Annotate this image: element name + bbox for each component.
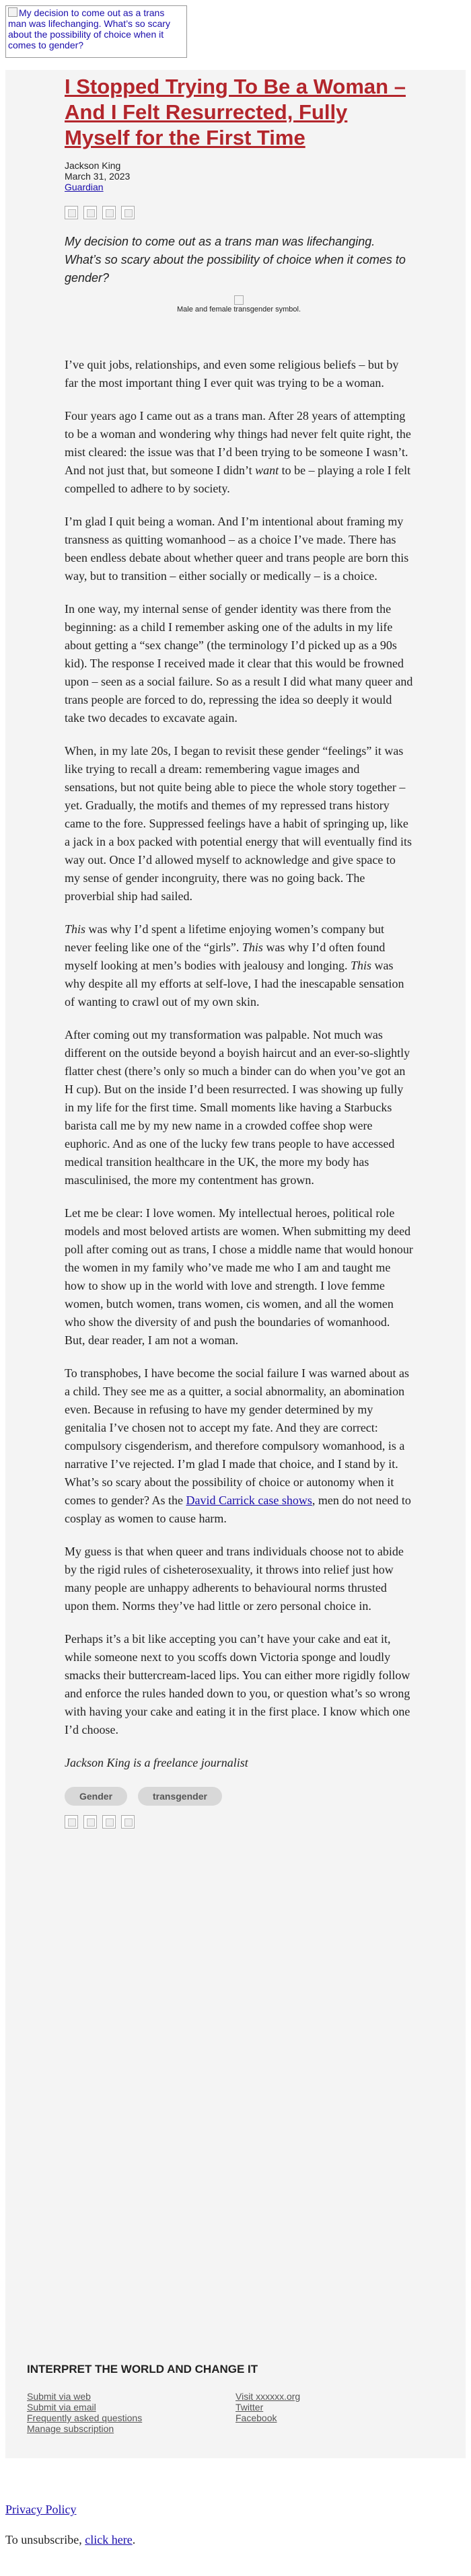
privacy-row — [5, 2503, 77, 2517]
share-icon-1[interactable] — [65, 206, 78, 219]
article-title[interactable]: I Stopped Trying To Be a Woman – And I Felt Resurrected, Fully Myself for the First Time — [65, 75, 406, 149]
paragraph: Perhaps it’s a bit like accepting you can’t have your cake and eat it, while someone next to you scoffs down Victoria sponge and loudly smacks their buttercream-laced lips. You can either more rigidly follow and enforce the rules handed down to you, or question what’s so wrong with having your cake and eating it in the first place. I know which one I’d choose. — [65, 1632, 410, 1736]
article-panel — [5, 70, 466, 2458]
paragraph: My guess is that when queer and trans individuals choose not to abide by the rigid rules of cisheterosexuality, it throws into relief just how many people are unhappy adherents to behavioural norms thrusted upon them. Norms they’ve had little or zero personal choice in. — [65, 1545, 404, 1613]
share-icon-1[interactable] — [65, 1815, 78, 1829]
submit-web-link[interactable]: Submit via web — [27, 2391, 91, 2402]
twitter-link[interactable]: Twitter — [236, 2402, 264, 2413]
paragraph-text: Four years ago I came out as a trans man. After 28 years of attempting to be a woman and wondering why things had never felt quite right, the mist cleared: the issue was that I’d been trying to be someone I wasn’t. And not just that, but someone I didn’t — [65, 409, 411, 477]
paragraph-text: to be – playing a role I felt compelled to adhere to by society. — [65, 464, 411, 495]
author-note-text: Jackson King is a freelance journalist — [65, 1756, 248, 1769]
paragraph-text: , men do not need to cosplay as women to cause harm. — [65, 1494, 411, 1525]
visit-site-link[interactable]: Visit xxxxxx.org — [236, 2391, 301, 2402]
unsubscribe-row — [5, 2533, 135, 2547]
image-caption-block — [65, 295, 413, 314]
manage-subscription-link[interactable]: Manage subscription — [27, 2423, 114, 2434]
footer-right-column — [236, 2391, 444, 2434]
image-caption: Male and female transgender symbol. — [176, 305, 301, 314]
standfirst: My decision to come out as a trans man was lifechanging. What’s so scary about the possibility of choice when it comes to gender? — [65, 235, 406, 285]
footer-inner — [27, 2363, 444, 2434]
hero-image[interactable] — [5, 5, 187, 58]
share-icon-2[interactable] — [83, 1815, 97, 1829]
broken-image-icon — [234, 295, 244, 305]
publish-date: March 31, 2023 — [65, 171, 131, 182]
share-icon-3[interactable] — [102, 206, 116, 219]
hero-image-alt: My decision to come out as a trans man was lifechanging. What’s so scary about the possibility of choice when it comes to gender? — [8, 7, 170, 50]
share-icon-4[interactable] — [121, 206, 135, 219]
article — [65, 70, 413, 1829]
submit-email-link[interactable]: Submit via email — [27, 2402, 96, 2413]
paragraph — [65, 407, 413, 498]
footer-columns — [27, 2391, 444, 2434]
emphasis: This — [65, 922, 86, 936]
facebook-link[interactable]: Facebook — [236, 2413, 277, 2423]
share-bar-bottom — [65, 1815, 413, 1829]
article-body — [65, 356, 413, 1772]
faq-link[interactable]: Frequently asked questions — [27, 2413, 143, 2423]
unsubscribe-text: To unsubscribe, — [5, 2533, 85, 2546]
paragraph: When, in my late 20s, I began to revisit these gender “feelings” it was like trying to recall a dream: remembering vague images and sensations, but not quite being able to piece the whole story together – yet. Gradually, the motifs and themes of my repressed trans history came to the fore. Suppressed feelings have a habit of springing up, like a jack in a box packed with potential energy that will eventually find its way out. Once I’d allowed myself to acknowledge and give space to my sense of gender incongruity, there was no going back. The proverbial ship had sailed. — [65, 744, 412, 903]
share-icon-3[interactable] — [102, 1815, 116, 1829]
paragraph: In one way, my internal sense of gender identity was there from the beginning: as a child I remember asking one of the adults in my life about getting a “sex change” (the terminology I’d picked up as a 90s kid). The response I received made it clear that this would be frowned upon – seen as a social failure. So as a result I did what many queer and trans people are forced to do, repressing the idea so deeply it would take two decades to excavate again. — [65, 602, 413, 725]
author-note — [65, 1754, 413, 1772]
tag-list — [65, 1787, 413, 1806]
tag-gender[interactable]: Gender — [65, 1787, 127, 1806]
emphasis: want — [255, 464, 279, 477]
paragraph-text: To transphobes, I have become the social failure I was warned about as a child. They see me as a quitter, a social abnormality, an abomination even. Because in refusing to have my gender determined by my genitalia I’ve chosen not to accept my fate. And they are correct: compulsory cisgenderism, and therefore compulsory womanhood, is a narrative I’ve rejected. I’m glad I made that choice, and I stand by it. What’s so scary about the possibility of choice or autonomy when it comes to gender? As the — [65, 1366, 410, 1507]
emphasis: This — [242, 941, 263, 954]
paragraph-text: was why I’d spent a lifetime enjoying women’s company but never feeling like one of the “girls”. — [65, 922, 384, 954]
broken-image-icon — [8, 7, 17, 17]
tag-transgender[interactable]: transgender — [138, 1787, 222, 1806]
paragraph: I’m glad I quit being a woman. And I’m intentional about framing my transness as quitting womanhood – as a choice I’ve made. There has been endless debate about whether queer and trans people are born this way, but to transition – either socially or medically – is a choice. — [65, 515, 409, 583]
unsubscribe-end: . — [132, 2533, 136, 2546]
footer-left-column — [27, 2391, 236, 2434]
paragraph-text: was why I’d often found myself looking at men’s bodies with jealousy and longing. — [65, 941, 386, 972]
share-bar-top — [65, 206, 413, 219]
unsubscribe-link[interactable]: click here — [85, 2533, 133, 2546]
source-link[interactable]: Guardian — [65, 182, 104, 192]
paragraph-text: was why despite all my efforts at self-love, I had the inescapable sensation of wanting to crawl out of my own skin. — [65, 959, 404, 1008]
paragraph: I’ve quit jobs, relationships, and even some religious beliefs – but by far the most important thing I ever quit was trying to be a woman. — [65, 358, 399, 390]
author-name: Jackson King — [65, 160, 121, 171]
share-icon-2[interactable] — [83, 206, 97, 219]
privacy-policy-link[interactable]: Privacy Policy — [5, 2503, 77, 2516]
emphasis: This — [350, 959, 371, 972]
paragraph: Let me be clear: I love women. My intellectual heroes, political role models and most beloved artists are women. When submitting my deed poll after coming out as trans, I chose a middle name that would honour the women in my family who’ve made me who I am and taught me how to show up in the world with love and strength. I love femme women, butch women, trans women, cis women, and all the women who show the diversity of and push the boundaries of womanhood. But, dear reader, I am not a woman. — [65, 1206, 413, 1347]
byline — [65, 160, 413, 192]
paragraph — [65, 1364, 413, 1528]
footer-heading: INTERPRET THE WORLD AND CHANGE IT — [27, 2363, 258, 2376]
paragraph: After coming out my transformation was palpable. Not much was different on the outside beyond a boyish haircut and an ever-so-slightly flatter chest (there’s only so much a binder can do when you’ve got an H cup). But on the inside I’d been resurrected. I was showing up fully in my life for the first time. Small moments like having a Starbucks barista call me by my new name in a crowded coffee shop were euphoric. And as one of the lucky few trans people to have accessed medical transition healthcare in the UK, the more my body has masculinised, the more my contentment has grown. — [65, 1028, 410, 1187]
footer — [5, 2343, 466, 2458]
share-icon-4[interactable] — [121, 1815, 135, 1829]
david-carrick-link[interactable]: David Carrick case shows — [186, 1494, 312, 1507]
paragraph — [65, 920, 413, 1011]
